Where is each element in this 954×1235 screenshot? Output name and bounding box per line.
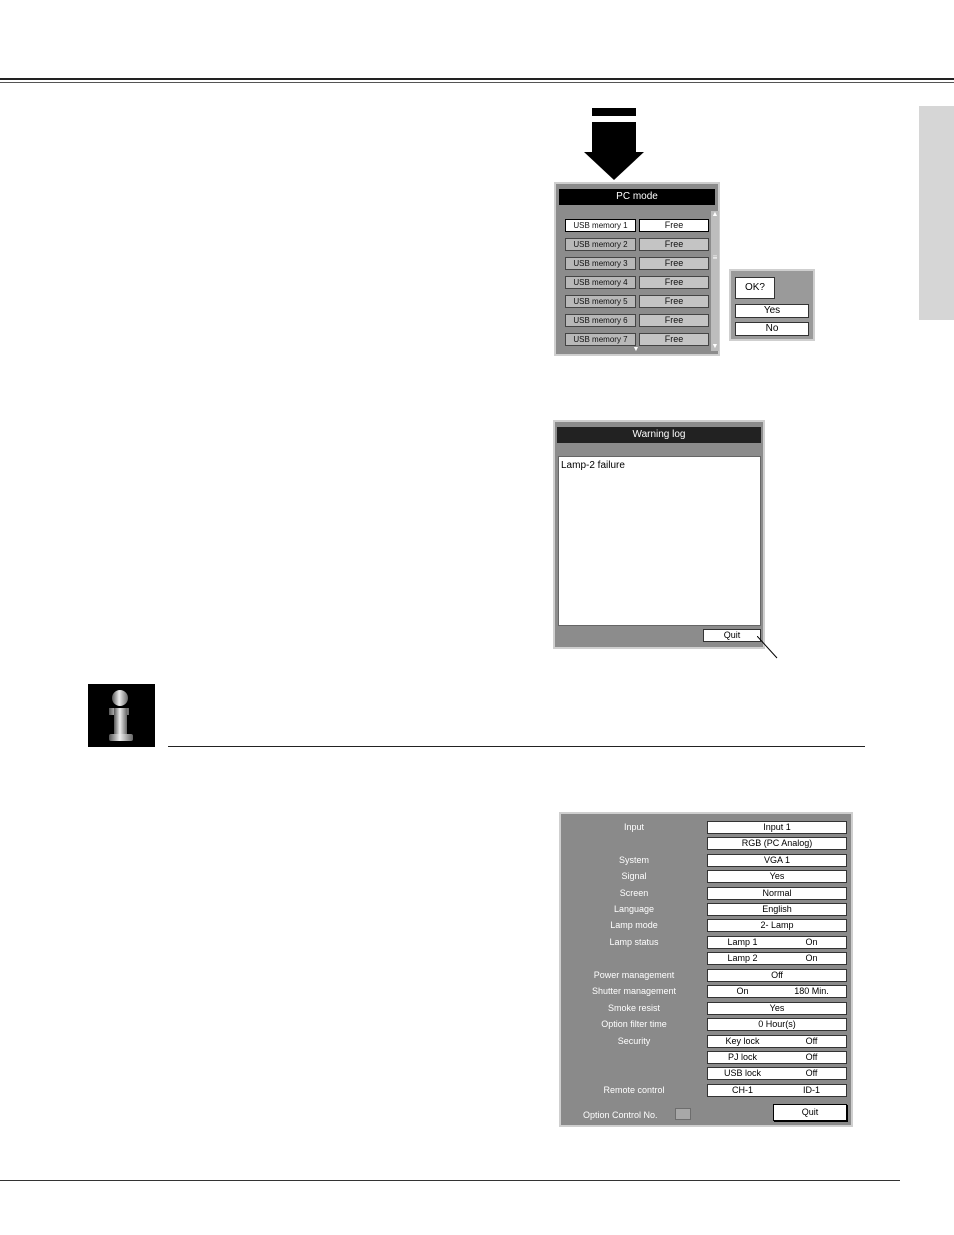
scroll-up-icon[interactable]: ▲ — [711, 211, 719, 218]
info-value-text: Yes — [769, 871, 785, 881]
info-label: Option filter time — [601, 1019, 667, 1029]
info-value-state: ID-1 — [802, 1085, 820, 1095]
usb-memory-status: Free — [639, 238, 709, 251]
yes-button[interactable]: Yes — [735, 304, 809, 318]
info-value — [707, 919, 847, 932]
usb-memory-row[interactable] — [565, 257, 709, 270]
usb-memory-status: Free — [639, 314, 709, 327]
usb-memory-status: Free — [639, 295, 709, 308]
info-value — [707, 985, 847, 998]
info-label: Lamp mode — [610, 920, 658, 930]
usb-memory-status: Free — [639, 333, 709, 346]
info-value-key: Lamp 2 — [727, 953, 758, 963]
quit-button[interactable]: Quit — [773, 1104, 847, 1121]
info-label: Lamp status — [609, 937, 659, 947]
info-label: Input — [623, 822, 645, 832]
info-value — [707, 1018, 847, 1031]
usb-memory-status: Free — [639, 219, 709, 232]
section-rule — [168, 746, 865, 747]
pc-mode-title: PC mode — [559, 189, 715, 205]
down-arrow-icon — [584, 152, 644, 180]
info-value-state: On — [805, 937, 818, 947]
info-label: Remote control — [603, 1085, 665, 1095]
info-value-text: Yes — [769, 1003, 785, 1013]
info-value — [707, 903, 847, 916]
footer-rule — [0, 1180, 900, 1181]
usb-memory-slot[interactable]: USB memory 4 — [565, 276, 636, 289]
usb-memory-row[interactable] — [565, 295, 709, 308]
info-value — [707, 887, 847, 900]
info-value-text: Normal — [762, 888, 792, 898]
usb-memory-slot[interactable]: USB memory 2 — [565, 238, 636, 251]
info-value — [707, 870, 847, 883]
usb-memory-status: Free — [639, 276, 709, 289]
info-label: Power management — [593, 970, 675, 980]
info-value-key: CH-1 — [731, 1085, 753, 1095]
more-below-icon: ▼ — [632, 346, 640, 353]
information-window — [559, 812, 853, 1127]
down-arrow-shaft — [592, 122, 636, 152]
info-value — [707, 1067, 847, 1080]
usb-memory-status: Free — [639, 257, 709, 270]
warning-log-window — [553, 420, 765, 649]
info-value-state: Off — [805, 1036, 818, 1046]
info-value-key: USB lock — [723, 1068, 761, 1078]
info-value-text: Input 1 — [763, 822, 791, 832]
option-control-value — [675, 1108, 691, 1120]
usb-memory-row[interactable] — [565, 219, 709, 232]
confirm-question: OK? — [735, 277, 775, 299]
info-label: Screen — [619, 888, 649, 898]
info-label: Signal — [621, 871, 647, 881]
info-label: Shutter management — [591, 986, 677, 996]
info-label: Smoke resist — [607, 1003, 660, 1013]
pc-mode-window — [554, 182, 720, 356]
usb-memory-slot[interactable]: USB memory 5 — [565, 295, 636, 308]
usb-memory-slot[interactable]: USB memory 7 — [565, 333, 636, 346]
info-label: Language — [613, 904, 655, 914]
info-value-text: English — [762, 904, 792, 914]
info-value — [707, 952, 847, 965]
info-value-text: 2- Lamp — [760, 920, 794, 930]
info-label: System — [618, 855, 649, 865]
scrollbar[interactable] — [711, 211, 719, 351]
info-value-text: RGB (PC Analog) — [741, 838, 813, 848]
usb-memory-slot[interactable]: USB memory 3 — [565, 257, 636, 270]
callout-line — [757, 636, 779, 660]
info-value — [707, 969, 847, 982]
header-rule — [0, 78, 954, 80]
usb-memory-slot[interactable]: USB memory 6 — [565, 314, 636, 327]
usb-memory-slot[interactable]: USB memory 1 — [565, 219, 636, 232]
info-value — [707, 821, 847, 834]
usb-memory-row[interactable] — [565, 314, 709, 327]
info-value-key: PJ lock — [727, 1052, 757, 1062]
usb-memory-row[interactable] — [565, 276, 709, 289]
option-control-label: Option Control No. — [583, 1110, 658, 1120]
header-rule-thin — [0, 82, 954, 83]
usb-memory-row[interactable] — [565, 333, 709, 346]
info-value — [707, 837, 847, 850]
info-value-state: Off — [805, 1068, 818, 1078]
info-value — [707, 854, 847, 867]
info-value-text: VGA 1 — [763, 855, 790, 865]
info-value-state: Off — [805, 1052, 818, 1062]
info-value — [707, 1051, 847, 1064]
info-value-key: Lamp 1 — [727, 937, 758, 947]
info-value-text: Off — [771, 970, 783, 980]
info-value — [707, 1035, 847, 1048]
info-icon — [88, 684, 155, 747]
info-value-state: On — [805, 953, 818, 963]
info-label: Security — [617, 1036, 651, 1046]
confirm-dialog — [729, 269, 815, 341]
info-value-text: 0 Hour(s) — [758, 1019, 796, 1029]
warning-log-list — [558, 456, 761, 626]
info-value — [707, 1084, 847, 1097]
usb-memory-row[interactable] — [565, 238, 709, 251]
scroll-down-icon[interactable]: ▼ — [711, 343, 719, 350]
arrow-bar — [592, 108, 636, 116]
info-value — [707, 1002, 847, 1015]
scroll-thumb-icon[interactable]: ≡ — [712, 253, 718, 262]
chapter-side-tab — [919, 106, 954, 320]
warning-log-title: Warning log — [557, 427, 761, 443]
info-value-key: On — [736, 986, 749, 996]
info-value-state: 180 Min. — [794, 986, 829, 996]
info-value-key: Key lock — [725, 1036, 760, 1046]
info-value — [707, 936, 847, 949]
quit-button[interactable]: Quit — [703, 629, 761, 642]
no-button[interactable]: No — [735, 322, 809, 336]
warning-log-entry: Lamp-2 failure — [561, 460, 625, 471]
